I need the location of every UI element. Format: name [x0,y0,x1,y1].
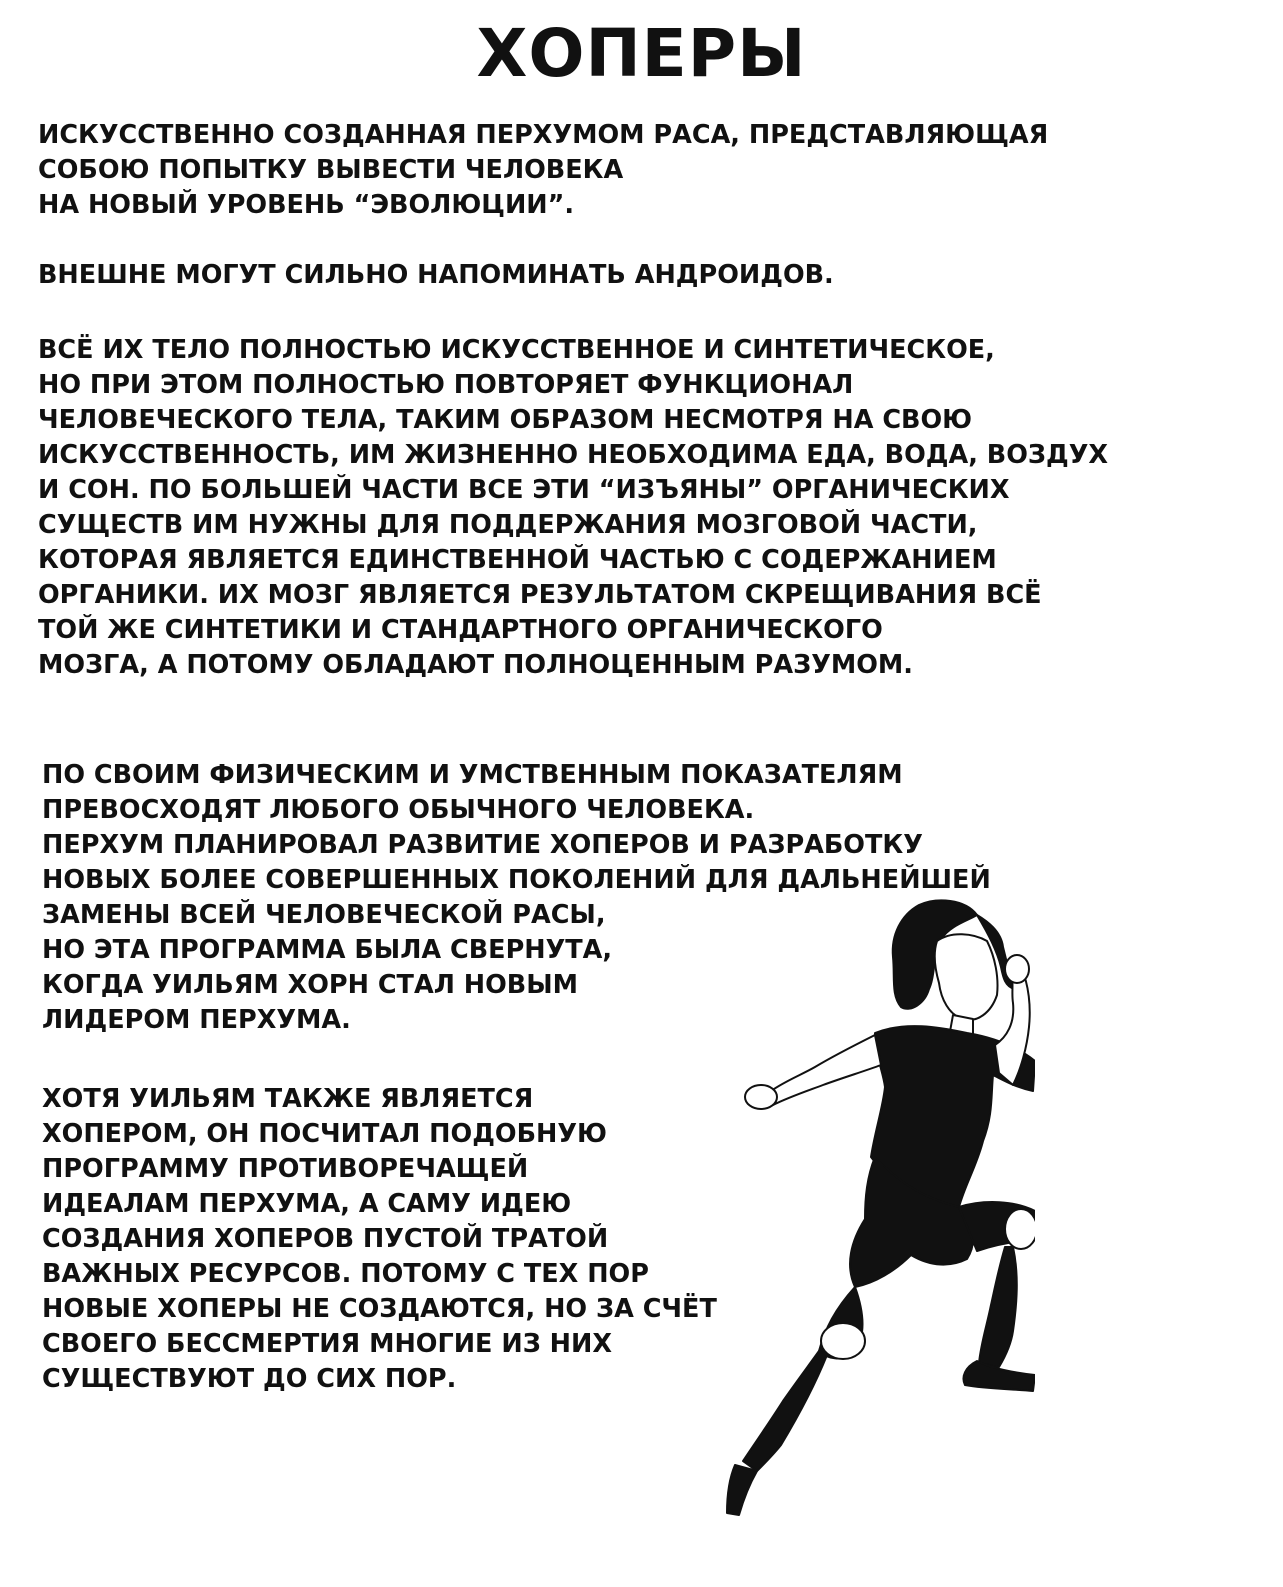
running-figure-illustration [715,895,1035,1535]
text-line: ЛИДЕРОМ ПЕРХУМА. [42,1005,351,1035]
text-line: ВАЖНЫХ РЕСУРСОВ. ПОТОМУ С ТЕХ ПОР [42,1259,649,1289]
text-line: НОВЫЕ ХОПЕРЫ НЕ СОЗДАЮТСЯ, НО ЗА СЧЁТ [42,1294,717,1324]
figure-back-shin [743,1351,827,1471]
text-line: ОРГАНИКИ. ИХ МОЗГ ЯВЛЯЕТСЯ РЕЗУЛЬТАТОМ СКРЕЩИВАНИЯ ВСЁ [38,580,1042,610]
figure-back-boot [727,1465,757,1515]
figure-face [935,934,998,1020]
text-line: ВСЁ ИХ ТЕЛО ПОЛНОСТЬЮ ИСКУССТВЕННОЕ И СИНТЕТИЧЕСКОЕ, [38,335,995,365]
text-line: ЗАМЕНЫ ВСЕЙ ЧЕЛОВЕЧЕСКОЙ РАСЫ, [42,900,606,930]
text-line: ИСКУССТВЕННО СОЗДАННАЯ ПЕРХУМОМ РАСА, ПРЕДСТАВЛЯЮЩАЯ [38,120,1049,150]
text-line: СВОЕГО БЕССМЕРТИЯ МНОГИЕ ИЗ НИХ [42,1329,613,1359]
text-line: НО ПРИ ЭТОМ ПОЛНОСТЬЮ ПОВТОРЯЕТ ФУНКЦИОНАЛ [38,370,854,400]
text-line: ПО СВОИМ ФИЗИЧЕСКИМ И УМСТВЕННЫМ ПОКАЗАТЕЛЯМ [42,760,903,790]
text-line: НО ЭТА ПРОГРАММА БЫЛА СВЕРНУТА, [42,935,613,965]
text-line: ХОТЯ УИЛЬЯМ ТАКЖЕ ЯВЛЯЕТСЯ [42,1084,534,1114]
figure-left-fist [745,1085,777,1109]
page-title: ХОПЕРЫ [476,15,807,92]
figure-left-arm [771,1035,881,1105]
text-line: ВНЕШНЕ МОГУТ СИЛЬНО НАПОМИНАТЬ АНДРОИДОВ. [38,260,834,290]
text-line: КОТОРАЯ ЯВЛЯЕТСЯ ЕДИНСТВЕННОЙ ЧАСТЬЮ С СОДЕРЖАНИЕМ [38,545,997,575]
text-line: СОЗДАНИЯ ХОПЕРОВ ПУСТОЙ ТРАТОЙ [42,1224,609,1254]
figure-front-kneepad [1005,1209,1035,1249]
text-line: СУЩЕСТВ ИМ НУЖНЫ ДЛЯ ПОДДЕРЖАНИЯ МОЗГОВОЙ ЧАСТИ, [38,510,978,540]
text-line: СУЩЕСТВУЮТ ДО СИХ ПОР. [42,1364,457,1394]
running-figure-drawing [715,895,1035,1535]
text-line: СОБОЮ ПОПЫТКУ ВЫВЕСТИ ЧЕЛОВЕКА [38,155,624,185]
text-line: ХОПЕРОМ, ОН ПОСЧИТАЛ ПОДОБНУЮ [42,1119,607,1149]
figure-back-kneepad [821,1323,865,1359]
text-line: НА НОВЫЙ УРОВЕНЬ “ЭВОЛЮЦИИ”. [38,190,575,220]
text-line: НОВЫХ БОЛЕЕ СОВЕРШЕННЫХ ПОКОЛЕНИЙ ДЛЯ ДАЛЬНЕЙШЕЙ [42,865,991,895]
text-line: КОГДА УИЛЬЯМ ХОРН СТАЛ НОВЫМ [42,970,578,1000]
paragraph-body [38,333,1108,683]
text-line: МОЗГА, А ПОТОМУ ОБЛАДАЮТ ПОЛНОЦЕННЫМ РАЗУМОМ. [38,650,913,680]
text-line: ПЕРХУМ ПЛАНИРОВАЛ РАЗВИТИЕ ХОПЕРОВ И РАЗРАБОТКУ [42,830,923,860]
text-line: И СОН. ПО БОЛЬШЕЙ ЧАСТИ ВСЕ ЭТИ “ИЗЪЯНЫ” ОРГАНИЧЕСКИХ [38,475,1010,505]
text-line: ТОЙ ЖЕ СИНТЕТИКИ И СТАНДАРТНОГО ОРГАНИЧЕСКОГО [38,615,883,645]
paragraph-intro [38,118,1048,223]
text-line: ИСКУССТВЕННОСТЬ, ИМ ЖИЗНЕННО НЕОБХОДИМА ЕДА, ВОДА, ВОЗДУХ [38,440,1109,470]
text-line: ИДЕАЛАМ ПЕРХУМА, А САМУ ИДЕЮ [42,1189,572,1219]
paragraph-william [42,1082,717,1397]
text-line: ПРОГРАММУ ПРОТИВОРЕЧАЩЕЙ [42,1154,529,1184]
paragraph-appearance [38,258,834,293]
figure-front-shin [979,1247,1017,1367]
text-line: ЧЕЛОВЕЧЕСКОГО ТЕЛА, ТАКИМ ОБРАЗОМ НЕСМОТРЯ НА СВОЮ [38,405,973,435]
text-line: ПРЕВОСХОДЯТ ЛЮБОГО ОБЫЧНОГО ЧЕЛОВЕКА. [42,795,755,825]
figure-raised-fist [1005,955,1029,983]
